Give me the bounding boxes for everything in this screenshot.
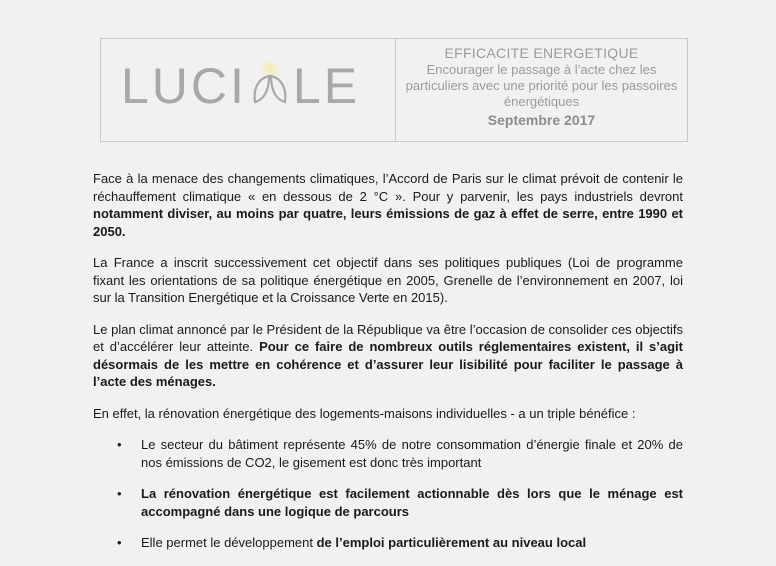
bullet-3-text: Elle permet le développement (141, 535, 317, 550)
bullet-3-bold: de l’emploi particulièrement au niveau local (316, 535, 587, 550)
list-item (93, 534, 683, 552)
benefit-list (93, 436, 683, 552)
paragraph-3-bold: Pour ce faire de nombreux outils réglementaires existent, il s’agit désormais de les mettre en cohérence et d’assurer leur lisibilité pour faciliter le passage à l’acte des ménages. (93, 339, 683, 389)
list-item (93, 436, 683, 471)
header-date: Septembre 2017 (487, 112, 596, 128)
paragraph-3-text: Le plan climat annoncé par le Président de la République va être l’occasion de consolider ces objectifs et d’accélérer leur atteinte. (93, 321, 683, 354)
paragraph-1 (93, 170, 683, 240)
paragraph-3 (93, 321, 683, 391)
paragraph-1-bold: notamment diviser, au moins par quatre, leurs émissions de gaz à effet de serre, entre 1990 et 2050. (93, 206, 683, 239)
paragraph-2: La France a inscrit successivement cet objectif dans ses politiques publiques (Loi de programme fixant les orientations de sa politique énergétique en 2005, Grenelle de l’environnement en 2007, loi sur la Transition Energétique et la Croissance Verte en 2015). (93, 255, 683, 305)
firefly-icon (249, 62, 291, 110)
luciole-logo (121, 57, 360, 115)
header-title: EFFICACITE ENERGETIQUE (444, 45, 639, 61)
paragraph-4: En effet, la rénovation énergétique des logements-maisons individuelles - a un triple bénéfice : (93, 405, 636, 421)
list-item (93, 485, 683, 520)
header-info (396, 39, 687, 141)
paragraph-1-text: Face à la menace des changements climatiques, l’Accord de Paris sur le climat prévoit de contenir le réchauffement climatique « en dessous de 2 °C ». Pour y parvenir, les pays industriels devront (93, 171, 683, 204)
logo-text-left: LUCI (121, 58, 247, 114)
document-body (93, 170, 683, 566)
logo-text-right: LE (292, 58, 361, 114)
logo-cell (101, 39, 396, 141)
header-subtitle: Encourager le passage à l’acte chez les particuliers avec une priorité pour les passoires énergétiques (405, 62, 678, 109)
bullet-2-text: La rénovation énergétique est facilement actionnable dès lors que le ménage est accompagné dans une logique de parcours (141, 486, 683, 519)
document-header (100, 38, 688, 142)
bullet-1-text: Le secteur du bâtiment représente 45% de notre consommation d’énergie finale et 20% de nos émissions de CO2, le gisement est donc très important (141, 437, 683, 470)
